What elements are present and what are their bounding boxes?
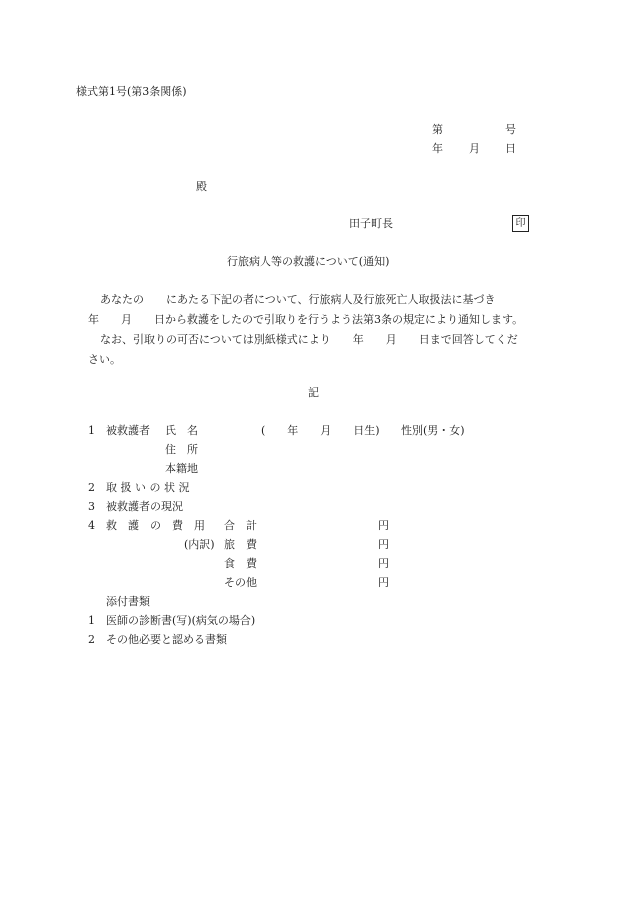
item-4-total: 合 計 xyxy=(224,519,257,532)
seal-mark: 印 xyxy=(512,215,529,232)
body-line-2: 年 月 日から救護をしたので引取りを行うよう法第3条の規定により通知します。 xyxy=(88,313,524,326)
attachment-1-number: 1 xyxy=(88,614,95,627)
body-line-4: さい。 xyxy=(88,353,121,366)
date-day: 日 xyxy=(505,142,516,155)
document-title: 行旅病人等の救護について(通知) xyxy=(227,255,390,268)
item-4-other-yen: 円 xyxy=(378,576,389,589)
item-4-breakdown: (内訳) xyxy=(184,538,215,551)
attachments-label: 添付書類 xyxy=(106,595,150,608)
addressee-suffix: 殿 xyxy=(196,180,207,193)
attachment-1-text: 医師の診断書(写)(病気の場合) xyxy=(106,614,256,627)
item-4-label: 救 護 の 費 用 xyxy=(106,519,205,532)
item-1-label: 被救護者 xyxy=(106,424,150,437)
item-4-other: その他 xyxy=(224,576,257,589)
date-year: 年 xyxy=(432,142,443,155)
item-4-travel-yen: 円 xyxy=(378,538,389,551)
item-1-sex: 性別(男・女) xyxy=(401,424,465,437)
item-4-number: 4 xyxy=(88,519,95,532)
item-1-domicile: 本籍地 xyxy=(165,462,198,475)
document-number-go: 号 xyxy=(505,123,516,136)
item-1-birthdate: ( 年 月 日生) xyxy=(261,424,380,437)
item-4-food: 食 費 xyxy=(224,557,257,570)
item-2-number: 2 xyxy=(88,481,95,494)
item-4-total-yen: 円 xyxy=(378,519,389,532)
body-line-1: あなたの にあたる下記の者について、行旅病人及行旅死亡人取扱法に基づき xyxy=(100,293,496,306)
attachment-2-number: 2 xyxy=(88,633,95,646)
body-line-3: なお、引取りの可否については別紙様式により 年 月 日まで回答してくだ xyxy=(100,333,518,346)
document-number-dai: 第 xyxy=(432,123,443,136)
item-2-label: 取 扱 い の 状 況 xyxy=(106,481,190,494)
item-4-travel: 旅 費 xyxy=(224,538,257,551)
date-month: 月 xyxy=(469,142,480,155)
body-text xyxy=(74,290,556,370)
item-1-name: 氏 名 xyxy=(165,424,198,437)
ki-heading: 記 xyxy=(308,386,319,399)
form-number-label: 様式第1号(第3条関係) xyxy=(76,85,187,98)
item-4-food-yen: 円 xyxy=(378,557,389,570)
item-3-number: 3 xyxy=(88,500,95,513)
attachment-2-text: その他必要と認める書類 xyxy=(106,633,227,646)
item-1-number: 1 xyxy=(88,424,95,437)
item-3-label: 被救護者の現況 xyxy=(106,500,183,513)
item-1-address: 住 所 xyxy=(165,443,198,456)
sender-name: 田子町長 xyxy=(349,217,393,230)
